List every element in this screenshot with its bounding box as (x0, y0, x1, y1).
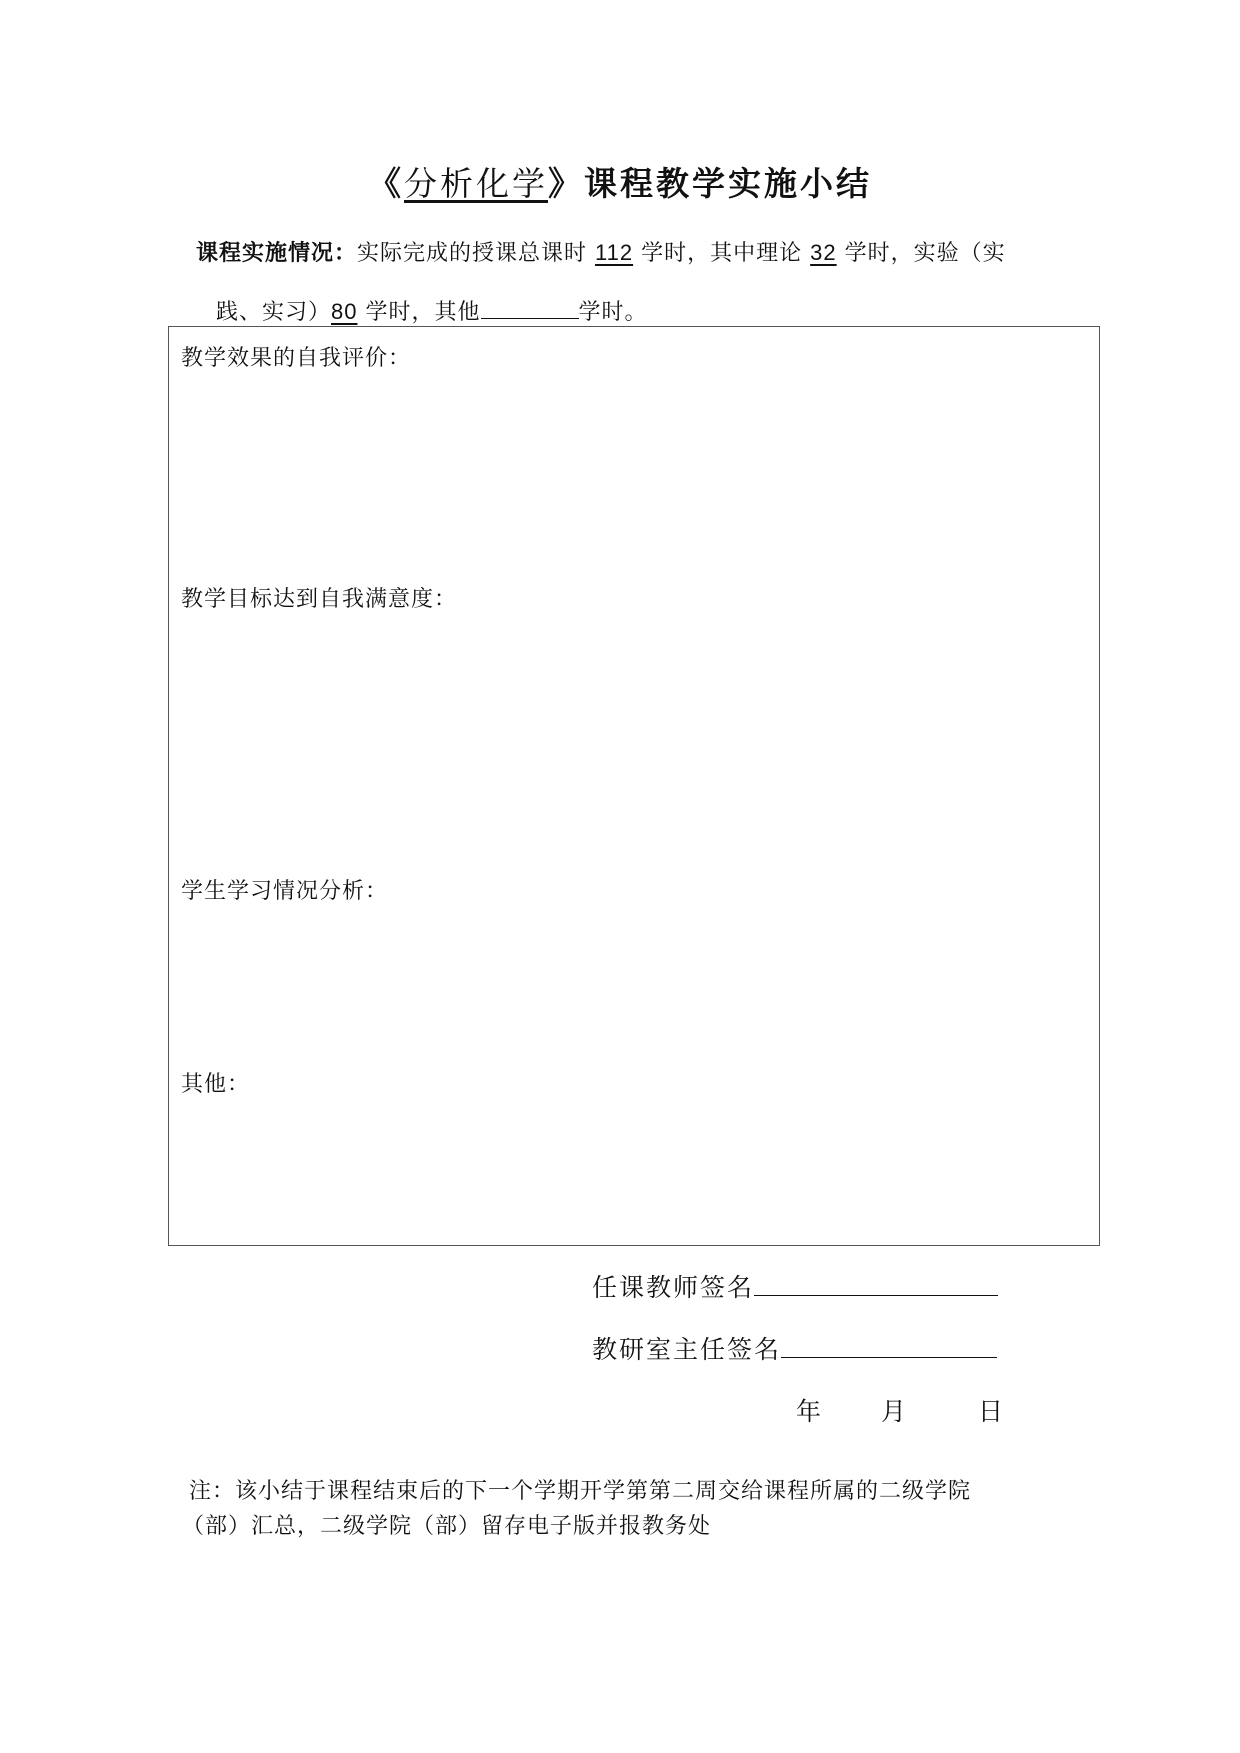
section-student-analysis: 学生学习情况分析： (181, 879, 389, 904)
practice-hours-field[interactable]: 80 (331, 299, 358, 324)
implementation-label: 课程实施情况： (196, 241, 358, 266)
date-row (796, 1392, 1005, 1428)
date-day-label: 日 (977, 1397, 1005, 1426)
title-suffix: 》课程教学实施小结 (548, 164, 872, 203)
section-goal-satisfaction: 教学目标达到自我满意度： (181, 587, 458, 612)
date-month-label: 月 (880, 1397, 908, 1426)
title-course-name: 分析化学 (404, 164, 548, 203)
title-prefix: 《 (368, 164, 404, 203)
teacher-signature-label: 任课教师签名 (592, 1273, 755, 1302)
teacher-signature-row (592, 1268, 998, 1304)
director-signature-field[interactable] (781, 1335, 997, 1358)
director-signature-row (592, 1330, 997, 1366)
director-signature-label: 教研室主任签名 (592, 1335, 782, 1364)
page-title (0, 158, 1240, 205)
summary-box (168, 326, 1100, 1246)
note-line-1: 注：该小结于课程结束后的下一个学期开学第第二周交给课程所属的二级学院 (189, 1479, 972, 1504)
teacher-signature-field[interactable] (754, 1273, 998, 1296)
implementation-line-2 (216, 295, 648, 326)
date-year-label: 年 (796, 1397, 824, 1426)
note-line-2: （部）汇总，二级学院（部）留存电子版并报教务处 (182, 1514, 712, 1539)
implementation-text-d: 践、实习） (216, 300, 332, 325)
implementation-line-1 (196, 236, 1006, 267)
implementation-text-e: 学时，其他 (365, 300, 481, 325)
implementation-text-f: 学时。 (578, 300, 648, 325)
section-self-evaluation: 教学效果的自我评价： (181, 346, 412, 371)
total-hours-field[interactable]: 112 (595, 240, 634, 265)
section-other: 其他： (181, 1072, 251, 1097)
other-hours-field[interactable] (481, 300, 579, 319)
implementation-text-c: 学时，实验（实 (844, 241, 1006, 266)
implementation-text-b: 学时，其中理论 (641, 241, 803, 266)
implementation-text-a: 实际完成的授课总课时 (357, 241, 588, 266)
theory-hours-field[interactable]: 32 (810, 240, 837, 265)
